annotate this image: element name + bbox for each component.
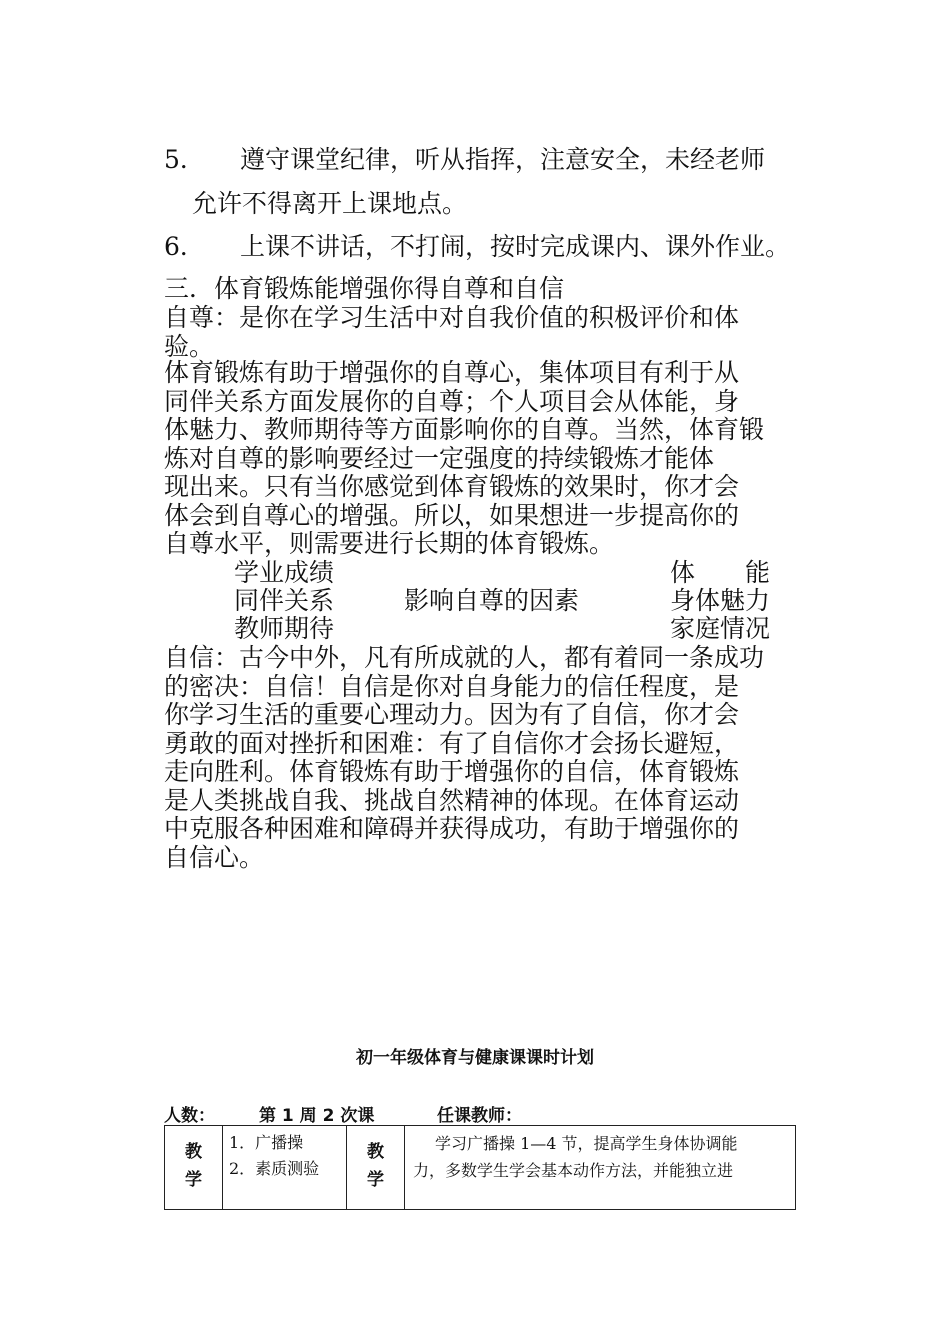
text-line: 现出来。只有当你感觉到体育锻炼的效果时，你才会	[164, 472, 740, 501]
plan-title: 初一年级体育与健康课课时计划	[356, 1048, 594, 1068]
factor-left-2: 同伴关系	[234, 586, 335, 615]
text-line: 自信心。	[164, 842, 265, 872]
table-row	[165, 1126, 796, 1210]
text-line: 体育锻炼有助于增强你的自尊心，集体项目有利于从	[164, 358, 740, 387]
factor-right-1: 体 能	[670, 558, 771, 587]
week-label: 第 1 周 2 次课	[259, 1106, 375, 1126]
rule-6-text: 上课不讲话，不打闹，按时完成课内、课外作业。	[240, 232, 791, 261]
list-item: 2．素质测验	[229, 1159, 320, 1178]
text-line: 自尊水平，则需要进行长期的体育锻炼。	[164, 529, 615, 558]
text-line: 走向胜利。体育锻炼有助于增强你的自信，体育锻炼	[164, 757, 740, 786]
text-line: 你学习生活的重要心理动力。因为有了自信，你才会	[164, 700, 740, 729]
factor-right-2: 身体魅力	[670, 586, 771, 615]
text-line: 学习广播操 1—4 节，提高学生身体协调能	[435, 1134, 738, 1153]
text-line: 勇敢的面对挫折和困难：有了自信你才会扬长避短，	[164, 728, 740, 758]
teaching-goal-cell	[405, 1126, 796, 1210]
text-line: 体魅力、教师期待等方面影响你的自尊。当然，体育锻	[164, 415, 765, 444]
exercise-paragraph	[164, 359, 804, 559]
text-line: 同伴关系方面发展你的自尊；个人项目会从体能，身	[164, 386, 740, 416]
factors-center-label: 影响自尊的因素	[404, 586, 580, 615]
factor-left-3: 教师期待	[234, 614, 335, 643]
label-char: 学	[367, 1170, 384, 1190]
list-item: 1．广播操	[229, 1133, 304, 1152]
self-esteem-definition	[164, 304, 804, 361]
rule-5-number: 5．	[164, 145, 205, 174]
rule-5-text-line2: 允许不得离开上课地点。	[192, 189, 468, 218]
confidence-paragraph	[164, 644, 804, 872]
text-line: 是人类挑战自我、挑战自然精神的体现。在体育运动	[164, 785, 740, 815]
factor-left-1: 学业成绩	[234, 558, 335, 587]
rule-5-text-line1: 遵守课堂纪律，听从指挥，注意安全，未经老师	[240, 145, 766, 174]
teacher-label: 任课教师：	[437, 1106, 522, 1126]
lesson-plan-table	[164, 1125, 796, 1210]
text-line: 的密决：自信！自信是你对自身能力的信任程度，是	[164, 671, 740, 701]
label-char: 教	[185, 1142, 202, 1162]
headcount-label: 人数：	[164, 1106, 215, 1126]
label-char: 学	[185, 1170, 202, 1190]
factor-right-3: 家庭情况	[670, 614, 771, 643]
teaching-items-cell	[223, 1126, 347, 1210]
section-heading: 三．体育锻炼能增强你得自尊和自信	[164, 274, 565, 303]
rule-6-number: 6．	[164, 232, 205, 261]
text-line: 炼对自尊的影响要经过一定强度的持续锻炼才能体	[164, 443, 715, 473]
text-line: 自尊：是你在学习生活中对自我价值的积极评价和体	[164, 303, 740, 332]
label-char: 教	[367, 1142, 384, 1162]
text-line: 自信：古今中外，凡有所成就的人，都有着同一条成功	[164, 643, 765, 672]
teaching-goal-label	[347, 1126, 405, 1210]
teaching-content-label	[165, 1126, 223, 1210]
text-line: 力，多数学生学会基本动作方法，并能独立进	[413, 1161, 734, 1180]
text-line: 体会到自尊心的增强。所以，如果想进一步提高你的	[164, 500, 740, 530]
text-line: 验。	[164, 331, 215, 361]
text-line: 中克服各种困难和障碍并获得成功，有助于增强你的	[164, 814, 740, 843]
